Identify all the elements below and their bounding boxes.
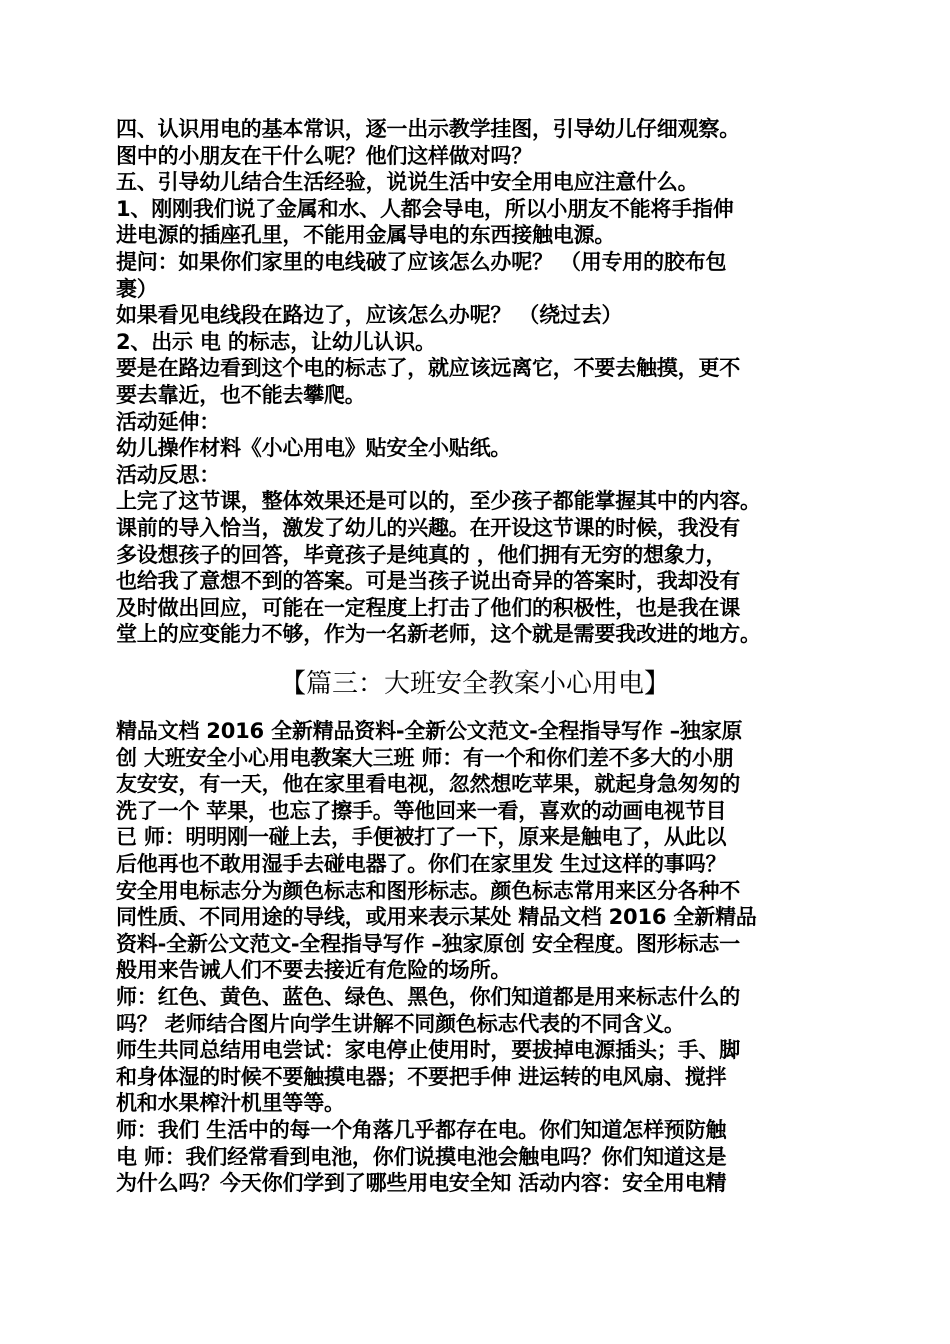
text-line: 洗了一个 苹果，也忘了擦手。等他回来一看，喜欢的动画电视节目 [116,798,727,823]
text-line: 上完了这节课，整体效果还是可以的，至少孩子都能掌握其中的内容。 [116,489,761,514]
text-line: 同性质、不同用途的导线，或用来表示某处 精品文档 2016 全新精品 [116,905,757,930]
text-line: 堂上的应变能力不够，作为一名新老师，这个就是需要我改进的地方。 [116,622,761,647]
text-line: 安全用电标志分为颜色标志和图形标志。颜色标志常用来区分各种不 [116,878,740,903]
text-line: 2、出示 电 的标志，让幼儿认识。 [116,329,436,354]
text-line: 提问：如果你们家里的电线破了应该怎么办呢？ （用专用的胶布包 [116,249,727,274]
text-line: 裹） [116,276,158,301]
text-line: 机和水果榨汁机里等等。 [116,1091,345,1116]
text-line: 活动反思： [116,462,220,487]
text-line: 资料-全新公文范文-全程指导写作 –独家原创 安全程度。图形标志一 [116,931,740,956]
section-heading: 【篇三：大班安全教案小心用电】 [279,669,670,699]
text-line: 友安安，有一天，他在家里看电视，忽然想吃苹果，就起身急匆匆的 [116,772,740,797]
text-line: 要是在路边看到这个电的标志了，就应该远离它，不要去触摸，更不 [116,356,740,381]
text-line: 进电源的插座孔里，不能用金属导电的东西接触电源。 [116,223,616,248]
text-line: 要去靠近，也不能去攀爬。 [116,382,366,407]
text-line: 创 大班安全小心用电教案大三班 师：有一个和你们差不多大的小朋 [116,745,734,770]
text-line: 电 师：我们经常看到电池，你们说摸电池会触电吗？你们知道这是 [116,1144,727,1169]
text-line: 般用来告诫人们不要去接近有危险的场所。 [116,958,512,983]
text-line: 四、认识用电的基本常识，逐一出示教学挂图，引导幼儿仔细观察。 [116,117,740,141]
text-line: 为什么吗？今天你们学到了哪些用电安全知 活动内容：安全用电精 [116,1171,727,1196]
text-line: 五、引导幼儿结合生活经验，说说生活中安全用电应注意什么。 [116,170,699,195]
text-line: 师：我们 生活中的每一个角落几乎都存在电。你们知道怎样预防触 [116,1117,727,1142]
text-line: 后他再也不敢用湿手去碰电器了。你们在家里发 生过这样的事吗？ [116,851,727,876]
text-line: 多设想孩子的回答，毕竟孩子是纯真的 ，他们拥有无穷的想象力， [116,542,727,567]
lesson-body-bottom [116,718,846,1197]
lesson-body-top [116,116,846,648]
text-line: 已 师：明明刚一碰上去，手便被打了一下，原来是触电了，从此以 [116,825,727,850]
text-line: 精品文档 2016 全新精品资料-全新公文范文-全程指导写作 –独家原 [116,719,743,743]
text-line: 活动延伸： [116,409,220,434]
text-line: 幼儿操作材料《小心用电》贴安全小贴纸。 [116,436,512,461]
text-line: 和身体湿的时候不要触摸电器；不要把手伸 进运转的电风扇、搅拌 [116,1064,727,1089]
text-line: 吗？ 老师结合图片向学生讲解不同颜色标志代表的不同含义。 [116,1011,685,1036]
text-line: 1、刚刚我们说了金属和水、人都会导电，所以小朋友不能将手指伸 [116,196,734,221]
text-line: 如果看见电线段在路边了，应该怎么办呢？ （绕过去） [116,303,623,328]
text-line: 也给我了意想不到的答案。可是当孩子说出奇异的答案时，我却没有 [116,569,740,594]
text-line: 师：红色、黄色、蓝色、绿色、黑色，你们知道都是用来标志什么的 [116,984,740,1009]
text-line: 师生共同总结用电尝试：家电停止使用时，要拔掉电源插头；手、脚 [116,1038,740,1063]
text-line: 课前的导入恰当，激发了幼儿的兴趣。在开设这节课的时候，我没有 [116,515,740,540]
text-line: 及时做出回应，可能在一定程度上打击了他们的积极性，也是我在课 [116,595,740,620]
text-line: 图中的小朋友在干什么呢？他们这样做对吗？ [116,143,532,168]
